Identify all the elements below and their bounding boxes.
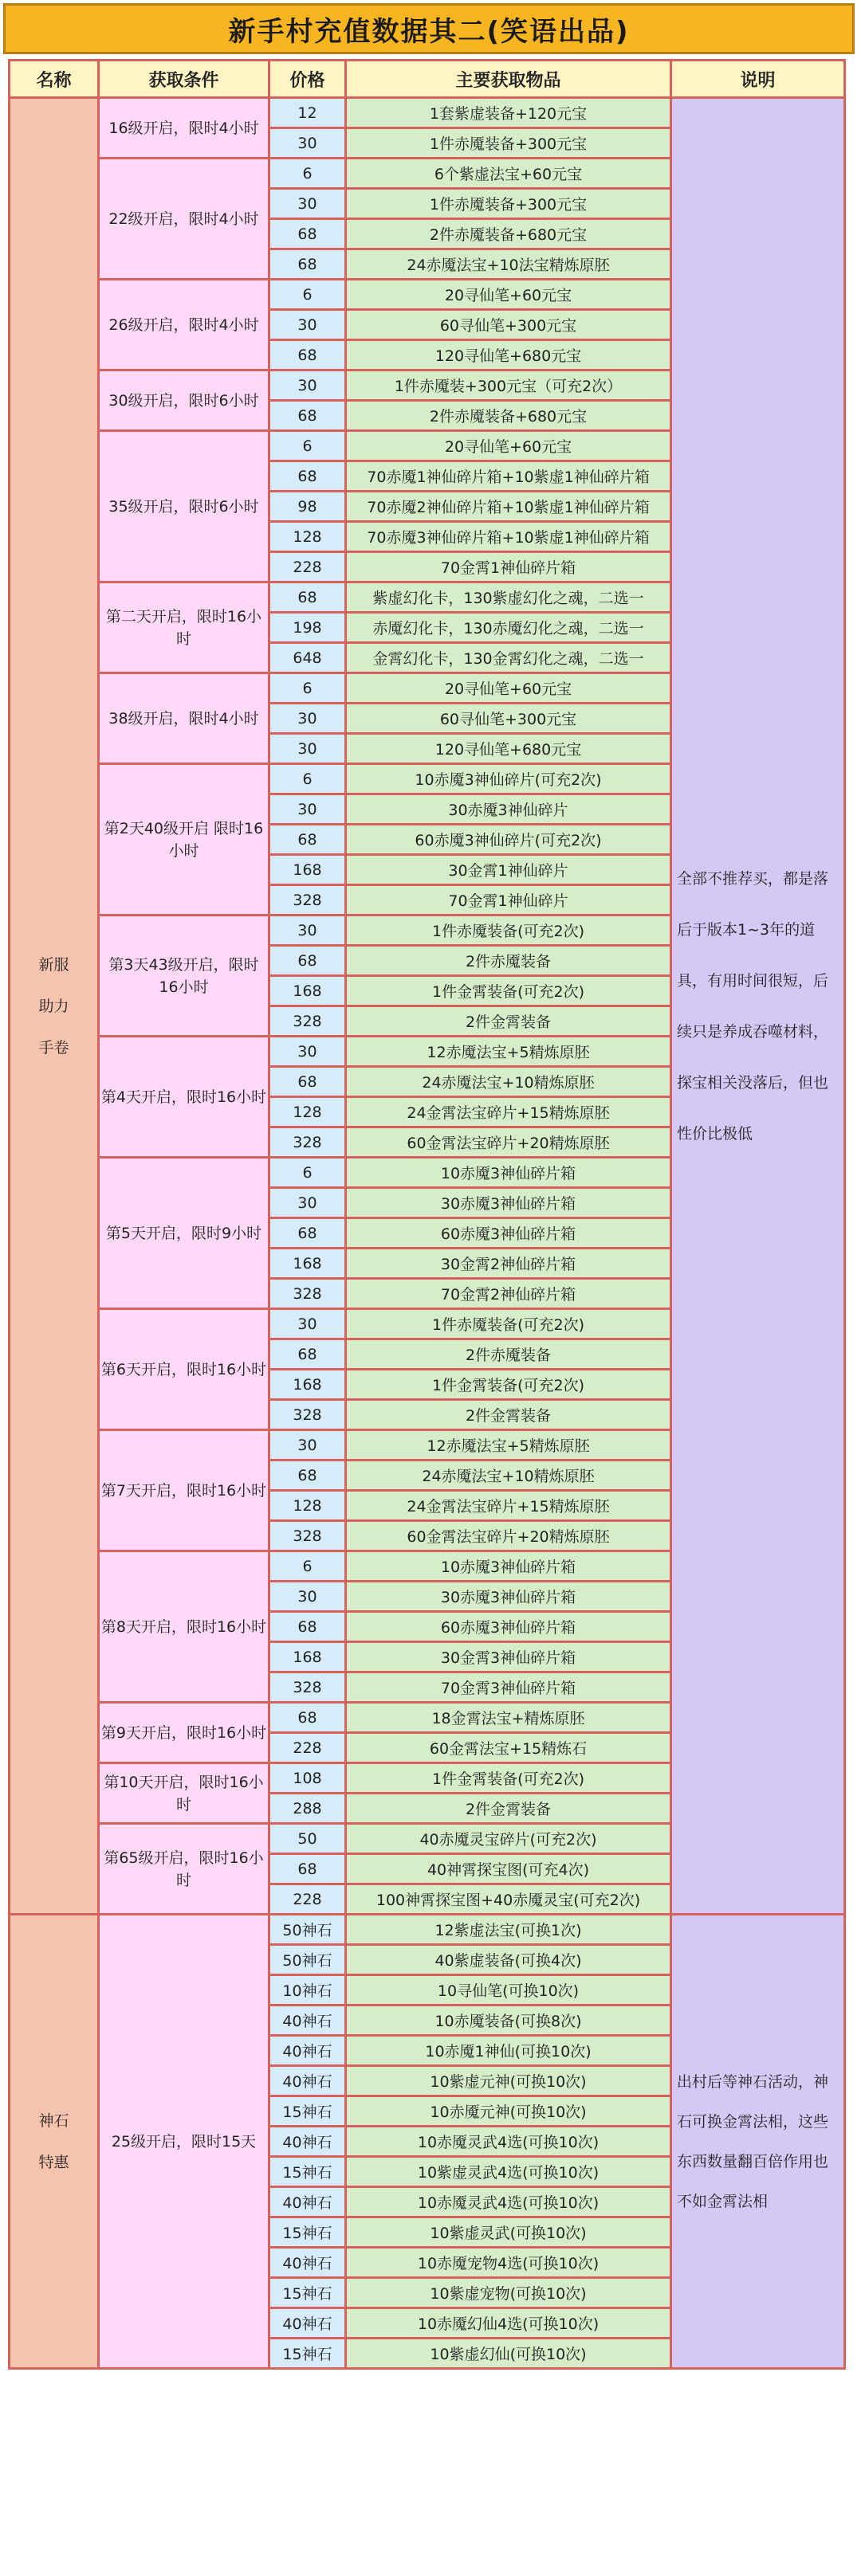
price-cell: 30 [269,704,346,734]
item-cell: 2件金霄装备 [346,1006,671,1037]
price-cell: 228 [269,552,346,582]
item-cell: 40赤魇灵宝碎片(可充2次) [346,1824,671,1854]
condition-cell: 25级开启，限时15天 [99,1915,269,2369]
condition-cell: 第6天开启，限时16小时 [99,1309,269,1430]
condition-cell: 第7天开启，限时16小时 [99,1430,269,1551]
item-cell: 10紫虚幻仙(可换10次) [346,2339,671,2369]
price-cell: 6 [269,673,346,704]
item-cell: 10赤魇3神仙碎片箱 [346,1158,671,1188]
condition-cell: 22级开启，限时4小时 [99,159,269,280]
item-cell: 60寻仙笔+300元宝 [346,704,671,734]
price-cell: 30 [269,734,346,764]
item-cell: 30金霄3神仙碎片箱 [346,1642,671,1672]
condition-cell: 35级开启，限时6小时 [99,431,269,582]
price-cell: 168 [269,1249,346,1279]
section-name [10,98,99,1915]
item-cell: 70赤魇2神仙碎片箱+10紫虚1神仙碎片箱 [346,492,671,522]
price-cell: 168 [269,1370,346,1400]
item-cell: 1件赤魇装备+300元宝 [346,189,671,219]
item-cell: 赤魇幻化卡，130赤魇幻化之魂，二选一 [346,613,671,643]
item-cell: 10赤魇3神仙碎片箱 [346,1551,671,1582]
section-name-text: 新服助力手卷 [38,955,69,1057]
item-cell: 18金霄法宝+精炼原胚 [346,1703,671,1733]
item-cell: 100神霄探宝图+40赤魇灵宝(可充2次) [346,1884,671,1915]
price-cell: 68 [269,249,346,280]
item-cell: 60赤魇3神仙碎片箱 [346,1612,671,1642]
price-cell: 198 [269,613,346,643]
item-cell: 1件金霄装备(可充2次) [346,976,671,1006]
price-cell: 68 [269,1339,346,1370]
price-cell: 6 [269,280,346,310]
price-cell: 328 [269,885,346,916]
price-cell: 30 [269,1582,346,1612]
price-cell: 228 [269,1733,346,1763]
section-name-text: 神石特惠 [38,2111,69,2171]
item-cell: 紫虚幻化卡，130紫虚幻化之魂，二选一 [346,582,671,613]
price-cell: 12 [269,98,346,128]
price-cell: 40神石 [269,2066,346,2096]
price-cell: 328 [269,1400,346,1430]
item-cell: 10紫虚灵武4选(可换10次) [346,2157,671,2187]
price-cell: 328 [269,1279,346,1309]
header-row [10,61,845,98]
price-cell: 68 [269,1703,346,1733]
price-cell: 648 [269,643,346,673]
item-cell: 10赤魇灵武4选(可换10次) [346,2127,671,2157]
price-cell: 6 [269,431,346,461]
price-cell: 50 [269,1824,346,1854]
item-cell: 30金霄2神仙碎片箱 [346,1249,671,1279]
note-cell: 出村后等神石活动，神石可换金霄法相，这些东西数量翻百倍作用也不如金霄法相 [671,1915,845,2369]
item-cell: 2件赤魇装备 [346,946,671,976]
item-cell: 70金霄1神仙碎片 [346,885,671,916]
price-cell: 15神石 [269,2339,346,2369]
item-cell: 12赤魇法宝+5精炼原胚 [346,1037,671,1067]
price-cell: 50神石 [269,1945,346,1975]
price-cell: 168 [269,855,346,885]
item-cell: 30金霄1神仙碎片 [346,855,671,885]
price-cell: 40神石 [269,2006,346,2036]
price-cell: 128 [269,522,346,552]
condition-cell: 第10天开启，限时16小时 [99,1763,269,1824]
price-cell: 40神石 [269,2308,346,2339]
price-cell: 68 [269,1612,346,1642]
item-cell: 24金霄法宝碎片+15精炼原胚 [346,1491,671,1521]
price-cell: 328 [269,1672,346,1703]
condition-cell: 第3天43级开启，限时16小时 [99,916,269,1037]
header-note: 说明 [671,61,845,98]
note-cell: 全部不推荐买，都是落后于版本1~3年的道具，有用时间很短，后续只是养成吞噬材料，探宝相关没落后，但也性价比极低 [671,98,845,1915]
price-cell: 30 [269,128,346,159]
price-cell: 168 [269,1642,346,1672]
item-cell: 1套紫虚装备+120元宝 [346,98,671,128]
price-cell: 10神石 [269,1975,346,2006]
item-cell: 24赤魇法宝+10精炼原胚 [346,1067,671,1097]
item-cell: 金霄幻化卡，130金霄幻化之魂，二选一 [346,643,671,673]
condition-cell: 第4天开启，限时16小时 [99,1037,269,1158]
price-cell: 288 [269,1794,346,1824]
price-cell: 6 [269,1158,346,1188]
item-cell: 30赤魇3神仙碎片箱 [346,1188,671,1218]
price-cell: 68 [269,219,346,249]
condition-cell: 38级开启，限时4小时 [99,673,269,764]
item-cell: 1件金霄装备(可充2次) [346,1370,671,1400]
price-cell: 68 [269,946,346,976]
item-cell: 120寻仙笔+680元宝 [346,340,671,371]
price-cell: 15神石 [269,2278,346,2308]
item-cell: 2件金霄装备 [346,1400,671,1430]
item-cell: 10赤魇宠物4选(可换10次) [346,2248,671,2278]
header-condition: 获取条件 [99,61,269,98]
item-cell: 1件金霄装备(可充2次) [346,1763,671,1794]
condition-cell: 第2天40级开启 限时16小时 [99,764,269,916]
condition-cell: 第5天开启，限时9小时 [99,1158,269,1309]
price-cell: 68 [269,1067,346,1097]
header-items: 主要获取物品 [346,61,671,98]
item-cell: 30赤魇3神仙碎片箱 [346,1582,671,1612]
price-cell: 15神石 [269,2096,346,2127]
item-cell: 40紫虚装备(可换4次) [346,1945,671,1975]
item-cell: 2件赤魇装备 [346,1339,671,1370]
item-cell: 24金霄法宝碎片+15精炼原胚 [346,1097,671,1127]
item-cell: 24赤魇法宝+10精炼原胚 [346,1461,671,1491]
table-row [10,98,845,128]
condition-cell: 16级开启，限时4小时 [99,98,269,159]
item-cell: 70赤魇3神仙碎片箱+10紫虚1神仙碎片箱 [346,522,671,552]
item-cell: 1件赤魇装备(可充2次) [346,916,671,946]
item-cell: 10紫虚元神(可换10次) [346,2066,671,2096]
item-cell: 70金霄1神仙碎片箱 [346,552,671,582]
item-cell: 10紫虚灵武(可换10次) [346,2217,671,2248]
item-cell: 60寻仙笔+300元宝 [346,310,671,340]
price-cell: 30 [269,916,346,946]
price-cell: 168 [269,976,346,1006]
item-cell: 1件赤魇装+300元宝（可充2次） [346,371,671,401]
table-row [10,1915,845,1945]
price-cell: 68 [269,825,346,855]
price-cell: 30 [269,1309,346,1339]
item-cell: 10赤魇元神(可换10次) [346,2096,671,2127]
item-cell: 2件金霄装备 [346,1794,671,1824]
price-cell: 30 [269,794,346,825]
price-cell: 98 [269,492,346,522]
item-cell: 60金霄法宝+15精炼石 [346,1733,671,1763]
item-cell: 20寻仙笔+60元宝 [346,673,671,704]
price-cell: 108 [269,1763,346,1794]
price-cell: 68 [269,401,346,431]
price-cell: 68 [269,1218,346,1249]
item-cell: 30赤魇3神仙碎片 [346,794,671,825]
price-cell: 30 [269,1037,346,1067]
price-cell: 40神石 [269,2127,346,2157]
condition-cell: 第9天开启，限时16小时 [99,1703,269,1763]
price-cell: 328 [269,1127,346,1158]
item-cell: 10赤魇3神仙碎片(可充2次) [346,764,671,794]
price-cell: 6 [269,159,346,189]
item-cell: 12紫虚法宝(可换1次) [346,1915,671,1945]
item-cell: 70金霄2神仙碎片箱 [346,1279,671,1309]
condition-cell: 30级开启，限时6小时 [99,371,269,431]
page-title: 新手村充值数据其二(笑语出品) [3,3,855,54]
item-cell: 20寻仙笔+60元宝 [346,280,671,310]
price-cell: 68 [269,582,346,613]
item-cell: 60金霄法宝碎片+20精炼原胚 [346,1521,671,1551]
item-cell: 60金霄法宝碎片+20精炼原胚 [346,1127,671,1158]
item-cell: 24赤魇法宝+10法宝精炼原胚 [346,249,671,280]
item-cell: 6个紫虚法宝+60元宝 [346,159,671,189]
price-cell: 68 [269,461,346,492]
price-cell: 228 [269,1884,346,1915]
price-cell: 30 [269,189,346,219]
item-cell: 10赤魇1神仙(可换10次) [346,2036,671,2066]
price-cell: 6 [269,764,346,794]
item-cell: 70金霄3神仙碎片箱 [346,1672,671,1703]
item-cell: 10紫虚宠物(可换10次) [346,2278,671,2308]
price-cell: 40神石 [269,2187,346,2217]
header-price: 价格 [269,61,346,98]
item-cell: 40神霄探宝图(可充4次) [346,1854,671,1884]
item-cell: 60赤魇3神仙碎片箱 [346,1218,671,1249]
recharge-table [8,59,846,2370]
price-cell: 328 [269,1521,346,1551]
price-cell: 328 [269,1006,346,1037]
condition-cell: 第二天开启，限时16小时 [99,582,269,673]
condition-cell: 第8天开启，限时16小时 [99,1551,269,1703]
item-cell: 10赤魇灵武4选(可换10次) [346,2187,671,2217]
price-cell: 30 [269,1188,346,1218]
price-cell: 68 [269,340,346,371]
header-name: 名称 [10,61,99,98]
price-cell: 30 [269,371,346,401]
condition-cell: 26级开启，限时4小时 [99,280,269,371]
item-cell: 70赤魇1神仙碎片箱+10紫虚1神仙碎片箱 [346,461,671,492]
price-cell: 68 [269,1461,346,1491]
price-cell: 128 [269,1491,346,1521]
item-cell: 10赤魇幻仙4选(可换10次) [346,2308,671,2339]
item-cell: 1件赤魇装备+300元宝 [346,128,671,159]
price-cell: 30 [269,1430,346,1461]
price-cell: 40神石 [269,2036,346,2066]
item-cell: 120寻仙笔+680元宝 [346,734,671,764]
price-cell: 15神石 [269,2217,346,2248]
item-cell: 2件赤魇装备+680元宝 [346,401,671,431]
section-name [10,1915,99,2369]
price-cell: 40神石 [269,2248,346,2278]
item-cell: 10赤魇装备(可换8次) [346,2006,671,2036]
item-cell: 60赤魇3神仙碎片(可充2次) [346,825,671,855]
price-cell: 15神石 [269,2157,346,2187]
price-cell: 68 [269,1854,346,1884]
item-cell: 12赤魇法宝+5精炼原胚 [346,1430,671,1461]
price-cell: 128 [269,1097,346,1127]
price-cell: 6 [269,1551,346,1582]
condition-cell: 第65级开启，限时16小时 [99,1824,269,1915]
item-cell: 1件赤魇装备(可充2次) [346,1309,671,1339]
item-cell: 2件赤魇装备+680元宝 [346,219,671,249]
price-cell: 30 [269,310,346,340]
item-cell: 10寻仙笔(可换10次) [346,1975,671,2006]
item-cell: 20寻仙笔+60元宝 [346,431,671,461]
price-cell: 50神石 [269,1915,346,1945]
